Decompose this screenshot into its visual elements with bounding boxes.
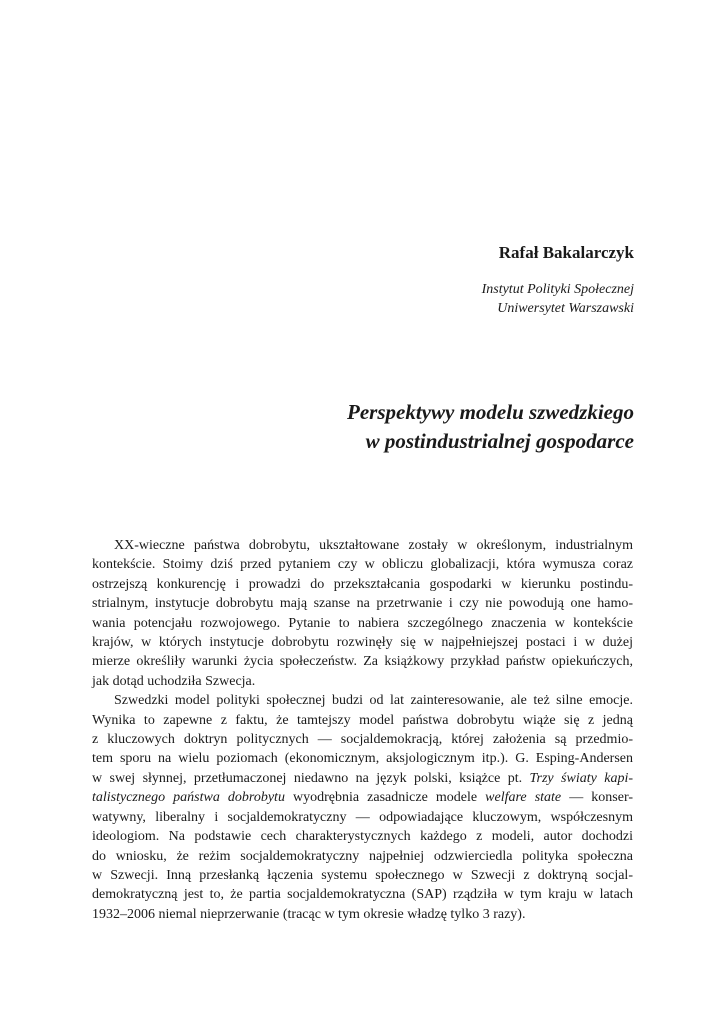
paragraph-2-text: — konser- (561, 790, 634, 806)
paragraph-2-line: do wniosku, że reżim socjaldemokratyczny najpełniej odzwierciedla polityka społeczna (92, 848, 633, 864)
author-name: Rafał Bakalarczyk (498, 243, 634, 262)
paragraph-2-line: ideologiom. Na podstawie cech charakterystycznych każdego z modeli, autor dochodzi (92, 829, 633, 845)
paragraph-2-line (92, 788, 633, 807)
paragraph-1 (92, 536, 633, 691)
paragraph-2-line: Szwedzki model polityki społecznej budzi od lat zainteresowanie, ale też silne emocje. (114, 693, 633, 709)
paragraph-2-line: tem sporu na wielu poziomach (ekonomicznym, aksjologicznym itp.). G. Esping-Andersen (92, 751, 633, 767)
paragraph-2-line: 1932–2006 niemal nieprzerwanie (tracąc w tym okresie władzę tylko 3 razy). (92, 906, 526, 922)
paragraph-2 (92, 691, 633, 924)
paragraph-1-line: jak dotąd uchodziła Szwecja. (92, 673, 256, 689)
paragraph-1-line: kontekście. Stoimy dziś przed pytaniem czy w obliczu globalizacji, która wymusza coraz (92, 557, 633, 573)
paragraph-2-line: demokratyczną jest to, że partia socjaldemokratyczna (SAP) rządziła w tym kraju w latach (92, 887, 633, 903)
article-body (92, 536, 633, 924)
affiliation (482, 280, 634, 318)
article-title (347, 398, 634, 456)
paragraph-1-line: ostrzejszą konkurencję i prowadzi do przekształcania gospodarki w kierunku postindu- (92, 576, 633, 592)
affiliation-university: Uniwersytet Warszawski (497, 301, 634, 316)
paragraph-1-line: wania potencjału rozwojowego. Pytanie to nabiera szczególnego znaczenia w kontekście (92, 615, 633, 631)
article-title-line-1: Perspektywy modelu szwedzkiego (347, 400, 634, 424)
paragraph-2-line: w Szwecji. Inną przesłanką łączenia systemu społecznego w Szwecji z doktryną socjal- (92, 867, 633, 883)
paragraph-2-text: wyodrębnia zasadnicze modele (284, 790, 486, 806)
book-title-part-1: Trzy światy kapi- (529, 770, 633, 786)
article-title-line-2: w postindustrialnej gospodarce (365, 429, 634, 453)
paragraph-2-line: z kluczowych doktryn politycznych — socjaldemokracją, której założenia są przedmio- (92, 732, 633, 748)
term-welfare-state: welfare state (485, 790, 562, 806)
affiliation-institute: Instytut Polityki Społecznej (481, 282, 634, 297)
paragraph-2-line (92, 769, 633, 788)
paragraph-2-line: Wynika to zapewne z faktu, że tamtejszy model państwa dobrobytu wiąże się z jedną (92, 712, 633, 728)
paragraph-1-line: strialnym, instytucje dobrobytu mają szanse na przetrwanie i czy nie powodują one hamo- (92, 596, 633, 612)
book-title-part-2: talistycznego państwa dobrobytu (92, 790, 285, 806)
paragraph-1-line: krajów, w których instytucje dobrobytu rozwinęły się w najpełniejszej postaci i w dużej (92, 635, 633, 651)
paragraph-1-line: mierze określiły warunki życia społeczeństw. Za książkowy przykład państw opiekuńczych, (92, 654, 633, 670)
paragraph-2-line: watywny, liberalny i socjaldemokratyczny — odpowiadające kluczowym, współczesnym (92, 809, 633, 825)
paragraph-2-text: w swej słynnej, przetłumaczonej niedawno na język polski, książce pt. (92, 770, 530, 786)
paragraph-1-line: XX-wieczne państwa dobrobytu, ukształtowane zostały w określonym, industrialnym (114, 538, 633, 553)
